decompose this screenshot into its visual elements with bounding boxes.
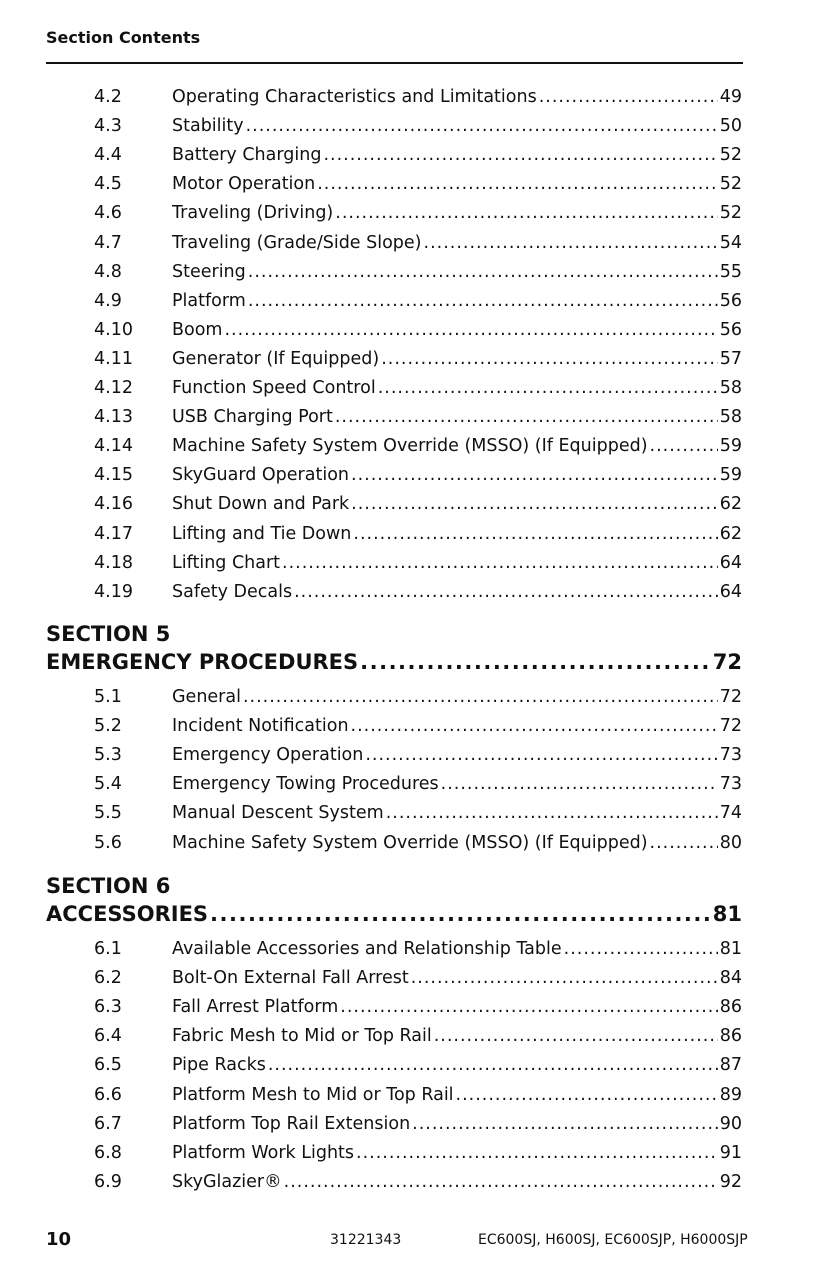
- entry-title: Battery Charging: [172, 145, 322, 166]
- entry-title: SkyGuard Operation: [172, 465, 349, 486]
- entry-title: Function Speed Control: [172, 378, 376, 398]
- entry-page-number: 87: [719, 1055, 742, 1076]
- entry-page-number: 73: [719, 774, 742, 795]
- dot-leader: [564, 935, 718, 964]
- dot-leader: [268, 1051, 718, 1080]
- entry-page-number: 55: [719, 261, 742, 282]
- footer-page-number: 10: [46, 1229, 72, 1250]
- toc-entry[interactable]: [94, 964, 742, 993]
- entry-number: 5.1: [94, 687, 122, 707]
- toc-entry[interactable]: [94, 432, 742, 461]
- dot-leader: [248, 258, 718, 287]
- toc-entry[interactable]: [94, 741, 742, 770]
- entry-number: 4.19: [94, 581, 133, 602]
- toc-entry[interactable]: [94, 229, 742, 258]
- toc-entry[interactable]: [94, 316, 742, 345]
- section-label: SECTION 5: [46, 622, 171, 646]
- toc-entry[interactable]: [94, 199, 742, 228]
- entry-page-number: 59: [719, 436, 742, 457]
- entry-number: 4.16: [94, 494, 133, 515]
- entry-page-number: 72: [719, 716, 742, 737]
- dot-leader: [356, 1139, 718, 1168]
- dot-leader: [381, 345, 718, 374]
- entry-number: 4.14: [94, 436, 133, 457]
- entry-page-number: 89: [719, 1084, 742, 1105]
- toc-entry[interactable]: [94, 83, 742, 112]
- entry-number: 4.9: [94, 290, 122, 311]
- dot-leader: [424, 229, 718, 258]
- dot-leader: [243, 683, 718, 712]
- entry-page-number: 86: [719, 997, 742, 1018]
- entry-number: 5.5: [94, 803, 122, 824]
- toc-entry[interactable]: [94, 170, 742, 199]
- entry-title: Steering: [172, 261, 246, 282]
- entry-number: 4.7: [94, 232, 122, 253]
- entry-title: Platform: [172, 290, 246, 311]
- entry-title: Lifting and Tie Down: [172, 523, 352, 544]
- toc-entry[interactable]: [94, 1081, 742, 1110]
- toc-entry[interactable]: [94, 461, 742, 490]
- dot-leader: [317, 170, 717, 199]
- entry-page-number: 57: [719, 348, 742, 369]
- entry-page-number: 49: [719, 87, 742, 107]
- entry-page-number: 64: [719, 581, 742, 602]
- toc-entry[interactable]: [94, 935, 742, 964]
- entry-title: Boom: [172, 319, 223, 340]
- entry-page-number: 58: [719, 407, 742, 428]
- dot-leader: [246, 112, 718, 141]
- entry-number: 4.17: [94, 523, 133, 544]
- dot-leader: [284, 1168, 718, 1197]
- entry-page-number: 74: [719, 803, 742, 824]
- entry-page-number: 80: [719, 832, 742, 853]
- toc-entry[interactable]: [94, 993, 742, 1022]
- header-divider: [46, 62, 743, 64]
- dot-leader: [335, 403, 718, 432]
- entry-page-number: 73: [719, 745, 742, 766]
- entry-title: Generator (If Equipped): [172, 348, 380, 369]
- entry-page-number: 58: [719, 378, 742, 398]
- section-contents-heading: Section Contents: [46, 28, 201, 47]
- entry-number: 6.8: [94, 1142, 122, 1163]
- entry-number: 4.6: [94, 203, 122, 224]
- entry-page-number: 81: [719, 939, 742, 959]
- entry-page-number: 92: [719, 1171, 742, 1192]
- toc-entry[interactable]: [94, 258, 742, 287]
- entry-number: 6.7: [94, 1113, 122, 1134]
- entry-title: USB Charging Port: [172, 407, 333, 428]
- entry-page-number: 52: [719, 145, 742, 166]
- entry-title: Operating Characteristics and Limitations: [172, 87, 537, 107]
- entry-title: Fall Arrest Platform: [172, 997, 339, 1018]
- dot-leader: [340, 993, 717, 1022]
- toc-entry[interactable]: [94, 799, 742, 828]
- entry-page-number: 52: [719, 203, 742, 224]
- entry-number: 6.5: [94, 1055, 122, 1076]
- dot-leader: [386, 799, 718, 828]
- entry-number: 6.6: [94, 1084, 122, 1105]
- entry-number: 5.4: [94, 774, 122, 795]
- entry-title: Fabric Mesh to Mid or Top Rail: [172, 1026, 432, 1047]
- entry-page-number: 50: [719, 116, 742, 137]
- entry-page-number: 54: [719, 232, 742, 253]
- entry-title: General: [172, 687, 241, 707]
- entry-title: Traveling (Grade/Side Slope): [172, 232, 422, 253]
- entry-number: 4.11: [94, 348, 133, 369]
- toc-entry[interactable]: [94, 287, 742, 316]
- entry-number: 5.2: [94, 716, 122, 737]
- entry-title: Machine Safety System Override (MSSO) (If Equipped): [172, 832, 648, 853]
- entry-number: 4.18: [94, 552, 133, 573]
- dot-leader: [210, 900, 711, 928]
- entry-title: Stability: [172, 116, 244, 137]
- entry-title: Lifting Chart: [172, 552, 281, 573]
- entry-title: Motor Operation: [172, 174, 316, 195]
- entry-page-number: 84: [719, 968, 742, 989]
- dot-leader: [224, 316, 717, 345]
- dot-leader: [360, 648, 711, 676]
- entry-page-number: 62: [719, 494, 742, 515]
- entry-page-number: 64: [719, 552, 742, 573]
- toc-entry[interactable]: [94, 578, 742, 607]
- entry-title: Bolt-On External Fall Arrest: [172, 968, 409, 989]
- dot-leader: [434, 1022, 718, 1051]
- entry-page-number: 72: [719, 687, 742, 707]
- entry-page-number: 56: [719, 319, 742, 340]
- toc-entry[interactable]: [94, 520, 742, 549]
- toc-entry[interactable]: [94, 490, 742, 519]
- entry-title: SkyGlazier®: [172, 1171, 282, 1192]
- toc-entry[interactable]: [94, 1110, 742, 1139]
- entry-title: Emergency Towing Procedures: [172, 774, 439, 795]
- entry-title: Manual Descent System: [172, 803, 384, 824]
- dot-leader: [248, 287, 718, 316]
- entry-title: Platform Work Lights: [172, 1142, 355, 1163]
- entry-page-number: 59: [719, 465, 742, 486]
- dot-leader: [412, 1110, 718, 1139]
- section-title: ACCESSORIES: [46, 902, 209, 926]
- section-page-number: 81: [712, 902, 742, 926]
- dot-leader: [323, 141, 717, 170]
- dot-leader: [441, 770, 718, 799]
- toc-entry[interactable]: [94, 1168, 742, 1197]
- toc-entry[interactable]: [94, 141, 742, 170]
- entry-page-number: 90: [719, 1113, 742, 1134]
- entry-number: 4.2: [94, 87, 122, 107]
- entry-page-number: 86: [719, 1026, 742, 1047]
- entry-number: 5.6: [94, 832, 122, 853]
- dot-leader: [539, 83, 718, 112]
- entry-page-number: 62: [719, 523, 742, 544]
- dot-leader: [378, 374, 718, 403]
- dot-leader: [351, 712, 718, 741]
- section-heading-link[interactable]: [46, 648, 742, 676]
- section-title: EMERGENCY PROCEDURES: [46, 650, 359, 674]
- dot-leader: [650, 432, 718, 461]
- entry-number: 6.3: [94, 997, 122, 1018]
- toc-entry[interactable]: [94, 1022, 742, 1051]
- entry-page-number: 56: [719, 290, 742, 311]
- entry-title: Safety Decals: [172, 581, 293, 602]
- entry-number: 6.2: [94, 968, 122, 989]
- entry-number: 6.1: [94, 939, 122, 959]
- toc-entry[interactable]: [94, 374, 742, 403]
- dot-leader: [411, 964, 718, 993]
- entry-title: Emergency Operation: [172, 745, 364, 766]
- section-page-number: 72: [712, 650, 742, 674]
- entry-number: 4.4: [94, 145, 122, 166]
- entry-title: Available Accessories and Relationship Table: [172, 939, 562, 959]
- entry-number: 6.4: [94, 1026, 122, 1047]
- toc-entry[interactable]: [94, 1139, 742, 1168]
- entry-number: 5.3: [94, 745, 122, 766]
- dot-leader: [365, 741, 717, 770]
- dot-leader: [335, 199, 717, 228]
- entry-number: 4.12: [94, 378, 133, 398]
- entry-title: Shut Down and Park: [172, 494, 350, 515]
- dot-leader: [351, 490, 718, 519]
- dot-leader: [456, 1081, 718, 1110]
- toc-entry[interactable]: [94, 403, 742, 432]
- entry-number: 4.8: [94, 261, 122, 282]
- dot-leader: [353, 520, 717, 549]
- footer-model-list: EC600SJ, H600SJ, EC600SJP, H6000SJP: [478, 1232, 748, 1248]
- entry-title: Platform Mesh to Mid or Top Rail: [172, 1084, 454, 1105]
- entry-title: Platform Top Rail Extension: [172, 1113, 411, 1134]
- toc-entry[interactable]: [94, 549, 742, 578]
- entry-page-number: 52: [719, 174, 742, 195]
- entry-number: 4.13: [94, 407, 133, 428]
- entry-title: Traveling (Driving): [172, 203, 334, 224]
- toc-entry[interactable]: [94, 770, 742, 799]
- entry-title: Incident Notification: [172, 716, 349, 737]
- entry-title: Pipe Racks: [172, 1055, 266, 1076]
- footer-document-number: 31221343: [330, 1232, 402, 1248]
- toc-entry[interactable]: [94, 345, 742, 374]
- entry-number: 4.5: [94, 174, 122, 195]
- toc-entry[interactable]: [94, 829, 742, 858]
- section-label: SECTION 6: [46, 874, 171, 898]
- dot-leader: [294, 578, 718, 607]
- entry-number: 4.15: [94, 465, 133, 486]
- toc-entry[interactable]: [94, 112, 742, 141]
- entry-number: 4.3: [94, 116, 122, 137]
- dot-leader: [351, 461, 718, 490]
- dot-leader: [650, 829, 718, 858]
- entry-page-number: 91: [719, 1142, 742, 1163]
- toc-entry[interactable]: [94, 1051, 742, 1080]
- toc-entry[interactable]: [94, 683, 742, 712]
- entry-number: 4.10: [94, 319, 133, 340]
- section-heading-link[interactable]: [46, 900, 742, 928]
- dot-leader: [282, 549, 718, 578]
- toc-entry[interactable]: [94, 712, 742, 741]
- entry-title: Machine Safety System Override (MSSO) (If Equipped): [172, 436, 648, 457]
- entry-number: 6.9: [94, 1171, 122, 1192]
